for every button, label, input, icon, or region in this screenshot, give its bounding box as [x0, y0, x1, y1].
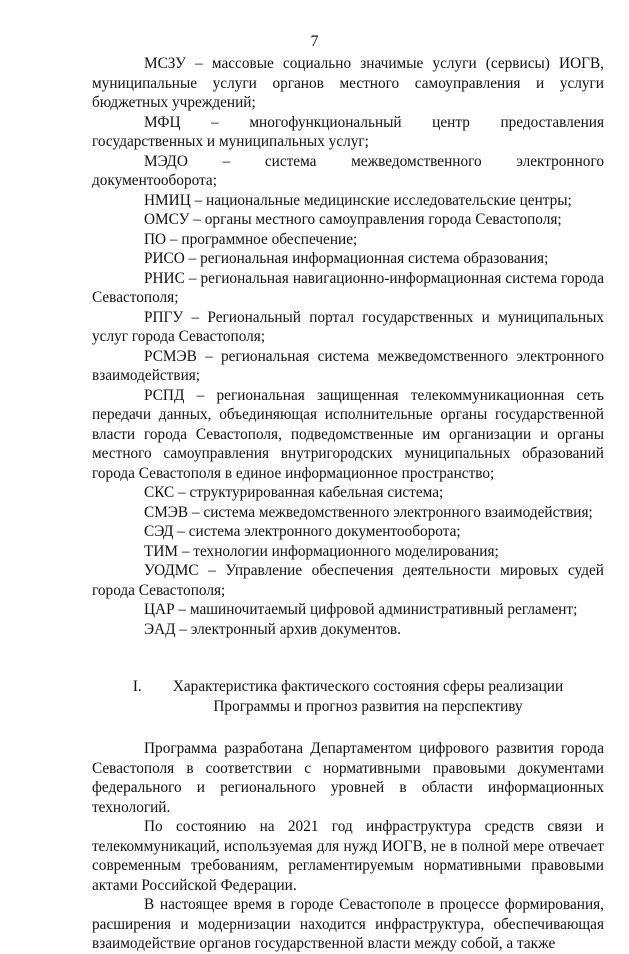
body-paragraph-3: В настоящее время в городе Севастополе в процессе формирования, расширения и модернизации находится инфраструктура, обеспечивающая взаимодействие органов государственной власти между собой, а также: [92, 896, 604, 952]
glossary-item-mszu: МСЗУ – массовые социально значимые услуги (сервисы) ИОГВ, муниципальные услуги органов местного самоуправления и услуги бюджетных учреждений;: [92, 55, 604, 111]
glossary-item-ead: ЭАД – электронный архив документов.: [144, 620, 401, 638]
glossary-item-tim: ТИМ – технологии информационного моделирования;: [144, 542, 499, 560]
section-number: I.: [132, 678, 142, 695]
glossary-item-rnis: РНИС – региональная навигационно-информационная система города Севастополя;: [92, 269, 604, 306]
spacer: [92, 639, 604, 677]
glossary-item-nmic: НМИЦ – национальные медицинские исследовательские центры;: [144, 191, 572, 209]
glossary-item-sks: СКС – структурированная кабельная система;: [144, 484, 444, 501]
glossary-item-rpgu: РПГУ – Региональный портал государственных и муниципальных услуг города Севастополя;: [92, 308, 604, 345]
glossary-item-rspd: РСПД – региональная защищенная телекоммуникационная сеть передачи данных, объединяющая исполнительные органы государственной власти города Севастополя, подведомственные им организации и органы местного самоуправления внутригородских муниципальных образований города Севастополя в единое информационное пространство;: [92, 386, 604, 482]
body-paragraph-2: По состоянию на 2021 год инфраструктура средств связи и телекоммуникаций, используемая для нужд ИОГВ, не в полной мере отвечает современным требованиям, регламентируемым нормативными правовыми актами Российской Федерации.: [92, 818, 604, 894]
glossary-item-car: ЦАР – машиночитаемый цифровой административный регламент;: [144, 601, 578, 618]
section-title-line2: Программы и прогноз развития на перспективу: [213, 698, 523, 715]
glossary-item-omsu: ОМСУ – органы местного самоуправления города Севастополя;: [144, 211, 562, 228]
section-heading: [92, 677, 604, 717]
glossary-item-po: ПО – программное обеспечение;: [144, 230, 358, 248]
glossary-item-rsmev: РСМЭВ – региональная система межведомственного электронного взаимодействия;: [92, 347, 604, 384]
page-content: [92, 54, 604, 954]
section-title-line1: Характеристика фактического состояния сферы реализации: [172, 678, 564, 695]
glossary-item-riso: РИСО – региональная информационная система образования;: [144, 250, 549, 267]
glossary-item-uodms: УОДМС – Управление обеспечения деятельности мировых судей города Севастополя;: [92, 562, 604, 599]
glossary-item-medo: МЭДО – система межведомственного электронного документооборота;: [92, 152, 604, 189]
page-number: 7: [310, 33, 319, 50]
glossary-item-smev: СМЭВ – система межведомственного электронного взаимодействия;: [144, 503, 593, 521]
body-paragraph-1: Программа разработана Департаментом цифрового развития города Севастополя в соответствии с нормативными правовыми документами федерального и регионального уровней в области информационных технологий.: [92, 740, 604, 816]
glossary-item-mfc: МФЦ – многофункциональный центр предоставления государственных и муниципальных услуг;: [92, 113, 604, 150]
glossary-item-sed: СЭД – система электронного документооборота;: [144, 523, 461, 540]
spacer: [92, 717, 604, 739]
